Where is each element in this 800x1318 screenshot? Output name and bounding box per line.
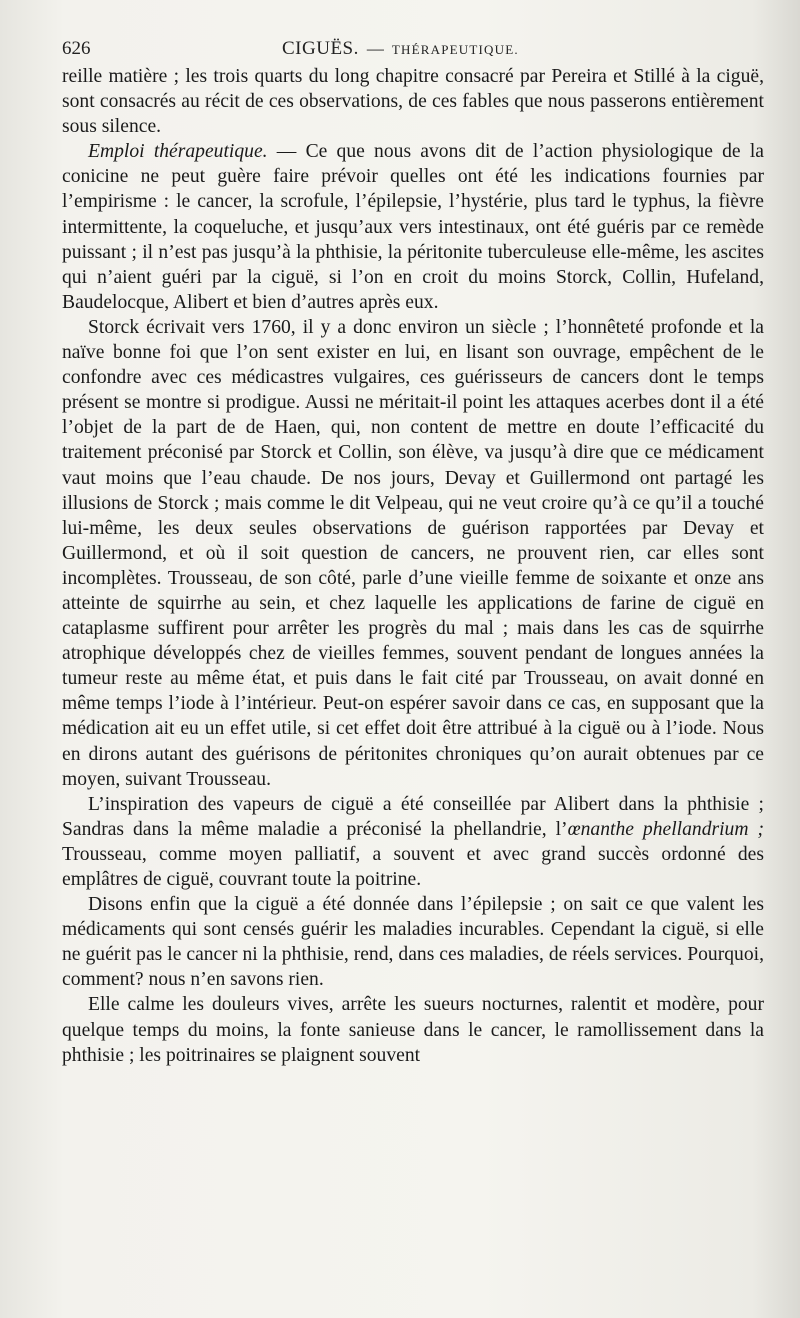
paragraph-epilepsy: Disons enfin que la ciguë a été donnée dans l’épilepsie ; on sait ce que valent les médicaments qui sont censés guérir les maladies incurables. Cependant la ciguë, si elle ne guérit pas le cancer ni la phthisie, rend, dans ces maladies, de réels services. Pourquoi, comment? nous n’en savons rien. bbox=[62, 894, 764, 991]
running-subtitle: THÉRAPEUTIQUE. bbox=[391, 42, 519, 57]
paragraph-text: — Ce que nous avons dit de l’action physiologique de la conicine ne peut guère faire prévoir quelles ont été les indications fournies par l’empirisme : le cancer, la scrofule, l’épilepsie, l’hystérie, plus tard le typhus, la fièvre intermittente, la coqueluche, et jusqu’aux vers intestinaux, ont été guéris par ce remède puissant ; il n’est pas jusqu’à la phthisie, la péritonite tuberculeuse elle-même, les ascites qui n’aient guéri par la ciguë, si l’on en croit du moins Storck, Collin, Hufeland, Baudelocque, Alibert et bien d’autres après eux. bbox=[62, 141, 764, 313]
paragraph-inspiration bbox=[62, 792, 764, 892]
running-head bbox=[62, 38, 762, 64]
running-title: CIGUËS. bbox=[282, 38, 359, 59]
body-text bbox=[62, 64, 764, 1068]
paragraph-storck: Storck écrivait vers 1760, il y a donc environ un siècle ; l’honnêteté profonde et la naïve bonne foi que l’on sent exister en lui, en lisant son ouvrage, empêchent de le confondre avec ces médicastres vulgaires, ces guérisseurs de cancers dont le temps présent se montre si prodigue. Aussi ne méritait-il point les attaques acerbes dont il a été l’objet de la part de de Haen, qui, non content de mettre en doute l’efficacité du traitement préconisé par Storck et Collin, son élève, va jusqu’à dire que ce médicament vaut moins que l’eau chaude. De nos jours, Devay et Guillermond ont partagé les illusions de Storck ; mais comme le dit Velpeau, qui ne veut croire qu’à ce qu’il a touché lui-même, les deux seules observations de guérison rapportées par Devay et Guillermond, et où il soit question de cancers, ne prouvent rien, car elles sont incomplètes. Trousseau, de son côté, parle d’une vieille femme de soixante et onze ans atteinte de squirrhe au sein, et chez laquelle les applications de farine de ciguë en cataplasme suffirent pour arrêter les progrès du mal ; mais dans les cas de squirrhe atrophique développés chez de vieilles femmes, souvent pendant de longues années la tumeur reste au même état, et puis dans le fait cité par Trousseau, on avait donné en même temps l’iode à l’intérieur. Peut-on espérer savoir dans ce cas, en supposant que la médication ait eu un effet utile, si cet effet doit être attribué à la ciguë ou à l’iode. Nous en dirons autant des guérisons de péritonites chroniques qu’on aurait obtenues par ce moyen, suivant Trousseau. bbox=[62, 316, 764, 790]
section-heading-emploi-therapeutique: Emploi thérapeutique. bbox=[88, 141, 268, 163]
paragraph-text: Trousseau, comme moyen palliatif, a souvent et avec grand succès ordonné des emplâtres de ciguë, couvrant toute la poitrine. bbox=[62, 843, 764, 890]
latin-term: œnanthe phellandrium ; bbox=[567, 818, 764, 840]
page-number: 626 bbox=[62, 38, 91, 59]
paragraph-text: L’inspiration des vapeurs de ciguë a été conseillée par Alibert dans la phthisie ; Sandras dans la même maladie a préconisé la phellandrie, l’ bbox=[62, 793, 764, 840]
paragraph-effects: Elle calme les douleurs vives, arrête les sueurs nocturnes, ralentit et modère, pour quelque temps du moins, la fonte sanieuse dans le cancer, le ramollissement dans la phthisie ; les poitrinaires se plaignent souvent bbox=[62, 994, 764, 1066]
paragraph-therapeutic-use bbox=[62, 139, 764, 315]
running-title-dash: — bbox=[366, 39, 384, 58]
paragraph-continuation: reille matière ; les trois quarts du long chapitre consacré par Pereira et Stillé à la ciguë, sont consacrés au récit de ces observations, de ces fables que nous passerons entièrement sous silence. bbox=[62, 66, 764, 138]
